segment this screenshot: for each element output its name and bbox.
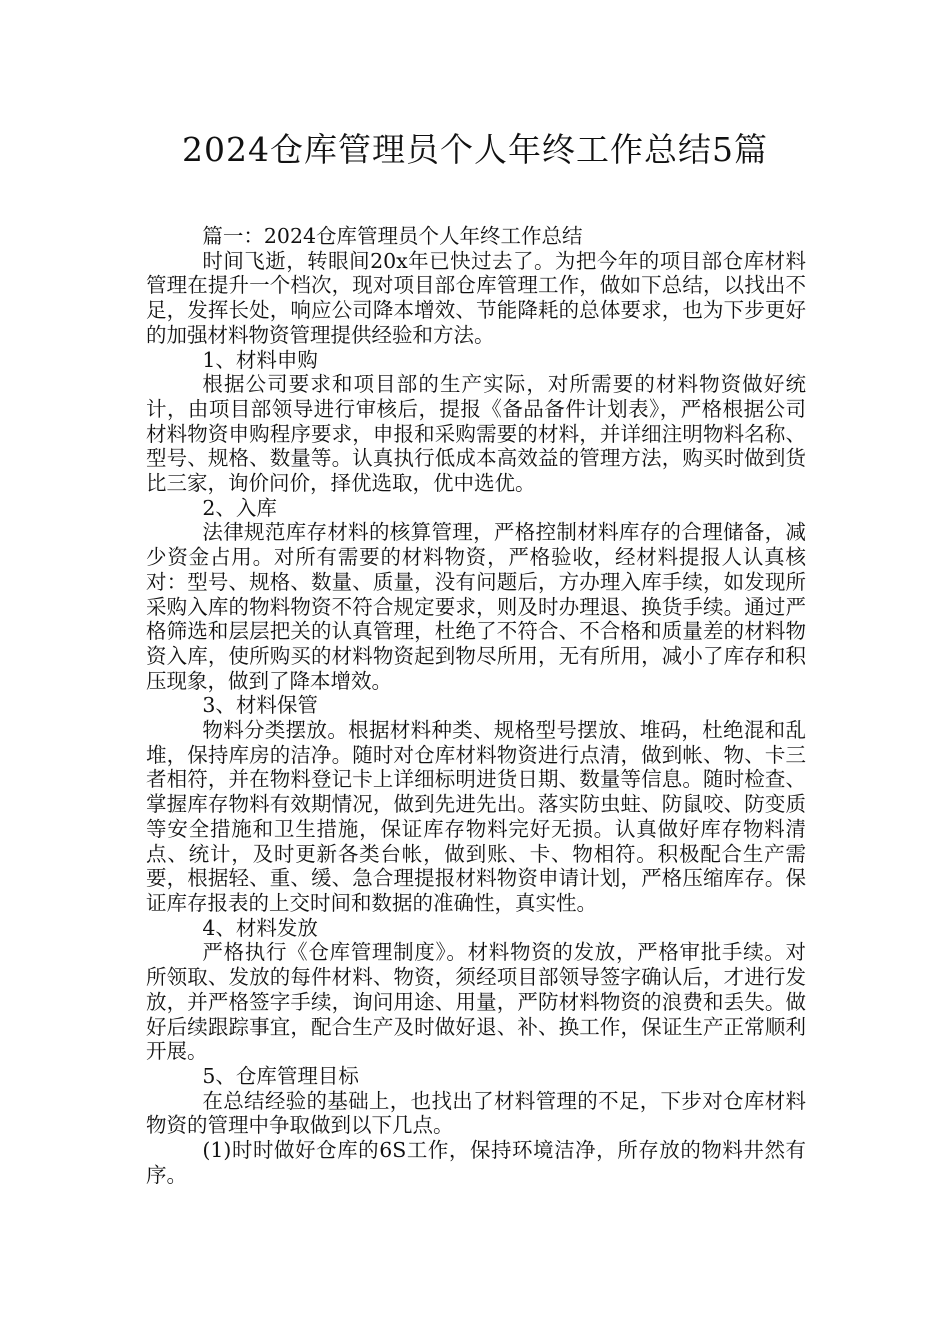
body-paragraph: 在总结经验的基础上，也找出了材料管理的不足，下步对仓库材料物资的管理中争取做到以下几点。 [146, 1088, 806, 1138]
body-paragraph: 严格执行《仓库管理制度》。材料物资的发放，严格审批手续。对所领取、发放的每件材料、物资，须经项目部领导签字确认后，才进行发放，并严格签字手续，询问用途、用量，严防材料物资的浪费和丢失。做好后续跟踪事宜，配合生产及时做好退、补、换工作，保证生产正常顺利开展。 [146, 940, 806, 1064]
body-paragraph: (1)时时做好仓库的6S工作，保持环境洁净，所存放的物料井然有序。 [146, 1138, 806, 1187]
section-heading: 3、材料保管 [202, 693, 318, 718]
section-heading: 2、入库 [202, 495, 277, 520]
body-paragraph: 法律规范库存材料的核算管理，严格控制材料库存的合理储备，减少资金占用。对所有需要的材料物资，严格验收，经材料提报人认真核对：型号、规格、数量、质量，没有问题后，方办理入库手续，如发现所采购入库的物料物资不符合规定要求，则及时办理退、换货手续。通过严格筛选和层层把关的认真管理，杜绝了不符合、不合格和质量差的材料物资入库，使所购买的材料物资起到物尽所用，无有所用，减小了库存和积压现象，做到了降本增效。 [146, 520, 806, 693]
body-paragraph: 根据公司要求和项目部的生产实际，对所需要的材料物资做好统计，由项目部领导进行审核后，提报《备品备件计划表》，严格根据公司材料物资申购程序要求，申报和采购需要的材料，并详细注明物料名称、型号、规格、数量等。认真执行低成本高效益的管理方法，购买时做到货比三家，询价问价，择优选取，优中选优。 [146, 372, 806, 496]
section-heading: 1、材料申购 [202, 347, 318, 372]
body-paragraph: 物料分类摆放。根据材料种类、规格型号摆放、堆码，杜绝混和乱堆，保持库房的洁净。随时对仓库材料物资进行点清，做到帐、物、卡三者相符，并在物料登记卡上详细标明进货日期、数量等信息。随时检查、掌握库存物料有效期情况，做到先进先出。落实防虫蛀、防鼠咬、防变质等安全措施和卫生措施，保证库存物料完好无损。认真做好库存物料清点、统计，及时更新各类台帐，做到账、卡、物相符。积极配合生产需要，根据轻、重、缓、急合理提报材料物资申请计划，严格压缩库存。保证库存报表的上交时间和数据的准确性，真实性。 [146, 718, 806, 915]
section-heading: 5、仓库管理目标 [202, 1063, 359, 1088]
document-title: 2024仓库管理员个人年终工作总结5篇 [182, 130, 768, 169]
section-heading: 4、材料发放 [202, 915, 318, 940]
document-body [146, 224, 806, 1187]
body-paragraph: 时间飞逝，转眼间20x年已快过去了。为把今年的项目部仓库材料管理在提升一个档次，现对项目部仓库管理工作，做如下总结，以找出不足，发挥长处，响应公司降本增效、节能降耗的总体要求，也为下步更好的加强材料物资管理提供经验和方法。 [146, 248, 806, 347]
section-heading: 篇一：2024仓库管理员个人年终工作总结 [202, 224, 583, 248]
